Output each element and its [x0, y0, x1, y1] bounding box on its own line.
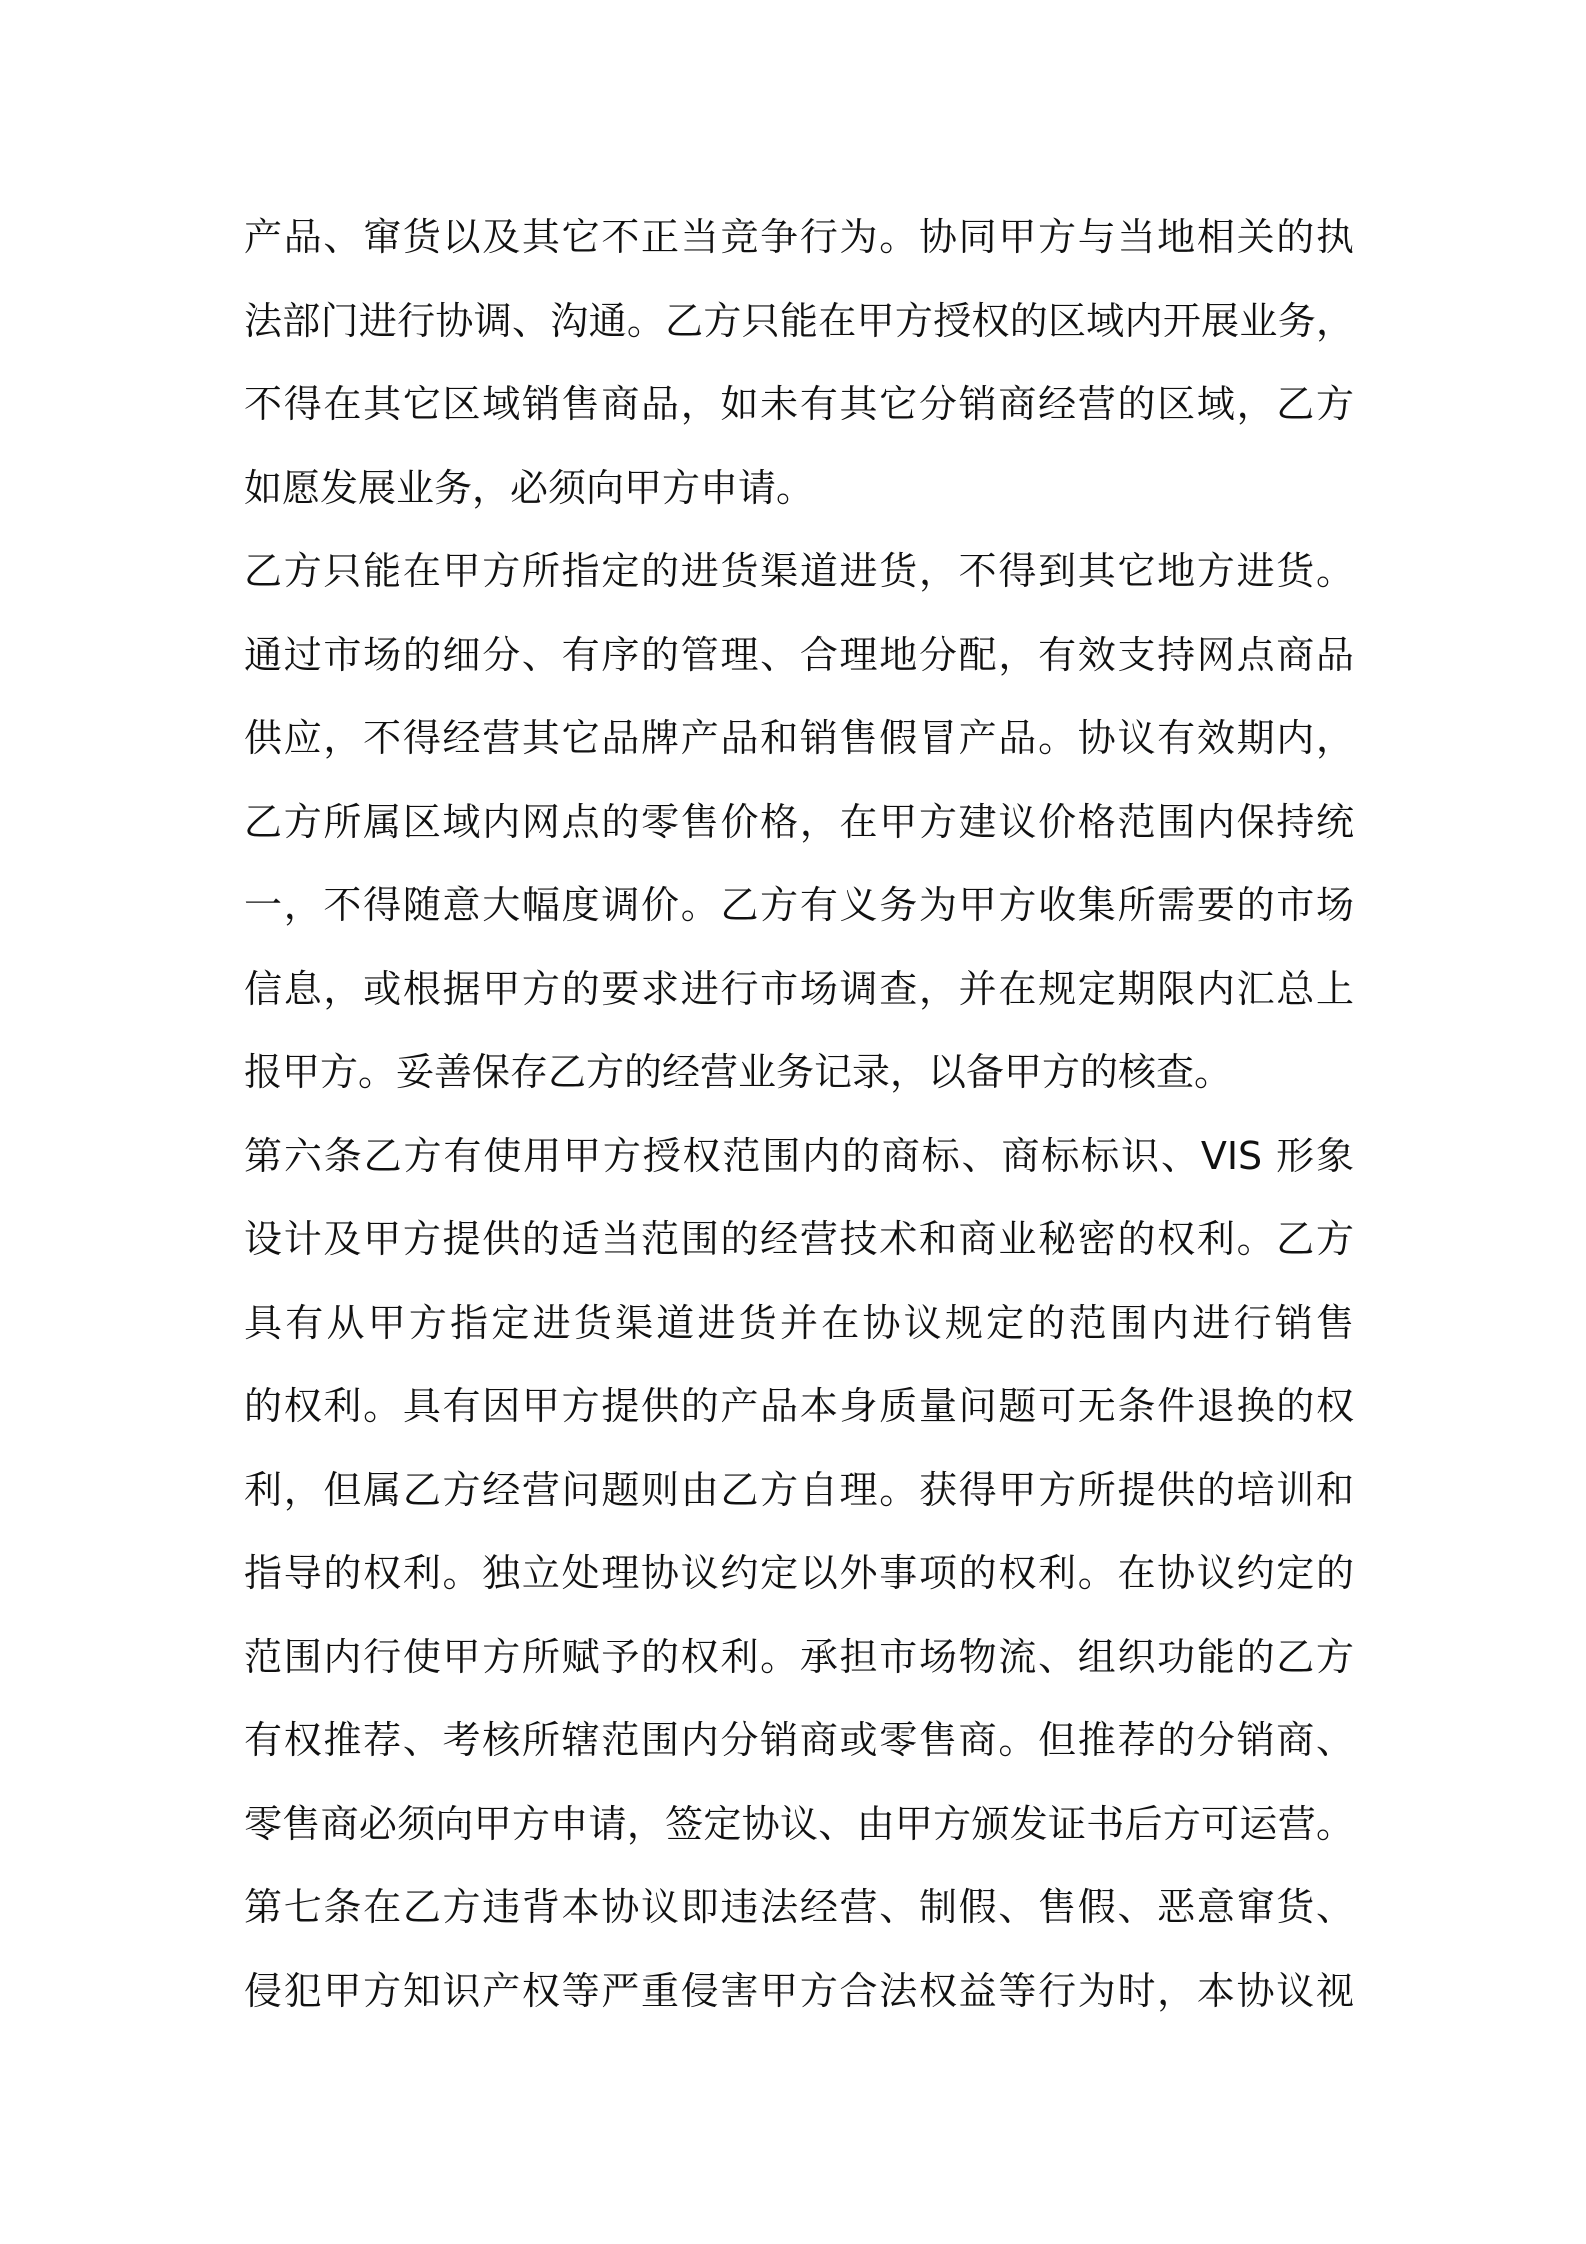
- text-line: 如愿发展业务，必须向甲方申请。: [244, 465, 815, 510]
- text-line: 报甲方。妥善保存乙方的经营业务记录，以备甲方的核查。: [244, 1050, 1233, 1094]
- text-line: 一，不得随意大幅度调价。乙方有义务为甲方收集所需要的市场: [244, 883, 1354, 927]
- text-line: 第六条乙方有使用甲方授权范围内的商标、商标标识、VIS 形象: [244, 1133, 1354, 1178]
- text-line: 法部门进行协调、沟通。乙方只能在甲方授权的区域内开展业务，: [244, 298, 1354, 343]
- text-line: 不得在其它区域销售商品，如未有其它分销商经营的区域，乙方: [244, 382, 1354, 426]
- text-line: 范围内行使甲方所赋予的权利。承担市场物流、组织功能的乙方: [244, 1634, 1354, 1679]
- text-line: 通过市场的细分、有序的管理、合理地分配，有效支持网点商品: [244, 632, 1354, 677]
- text-line: 的权利。具有因甲方提供的产品本身质量问题可无条件退换的权: [244, 1384, 1354, 1428]
- text-line: 有权推荐、考核所辖范围内分销商或零售商。但推荐的分销商、: [244, 1718, 1354, 1762]
- text-line: 乙方只能在甲方所指定的进货渠道进货，不得到其它地方进货。: [244, 549, 1354, 593]
- text-line: 设计及甲方提供的适当范围的经营技术和商业秘密的权利。乙方: [244, 1217, 1354, 1261]
- text-line: 乙方所属区域内网点的零售价格，在甲方建议价格范围内保持统: [244, 799, 1354, 844]
- text-line: 利，但属乙方经营问题则由乙方自理。获得甲方所提供的培训和: [244, 1467, 1354, 1512]
- text-line: 信息，或根据甲方的要求进行市场调查，并在规定期限内汇总上: [244, 966, 1354, 1011]
- text-line: 第七条在乙方违背本协议即违法经营、制假、售假、恶意窜货、: [244, 1885, 1354, 1929]
- text-line: 产品、窜货以及其它不正当竞争行为。协同甲方与当地相关的执: [244, 215, 1354, 259]
- text-line: 具有从甲方指定进货渠道进货并在协议规定的范围内进行销售: [244, 1300, 1354, 1345]
- text-line: 指导的权利。独立处理协议约定以外事项的权利。在协议约定的: [244, 1551, 1354, 1595]
- text-line: 供应，不得经营其它品牌产品和销售假冒产品。协议有效期内，: [244, 716, 1354, 760]
- document-body-text: [244, 196, 1354, 2033]
- text-line: 侵犯甲方知识产权等严重侵害甲方合法权益等行为时，本协议视: [244, 1968, 1354, 2013]
- text-line: 零售商必须向甲方申请，签定协议、由甲方颁发证书后方可运营。: [244, 1801, 1354, 1846]
